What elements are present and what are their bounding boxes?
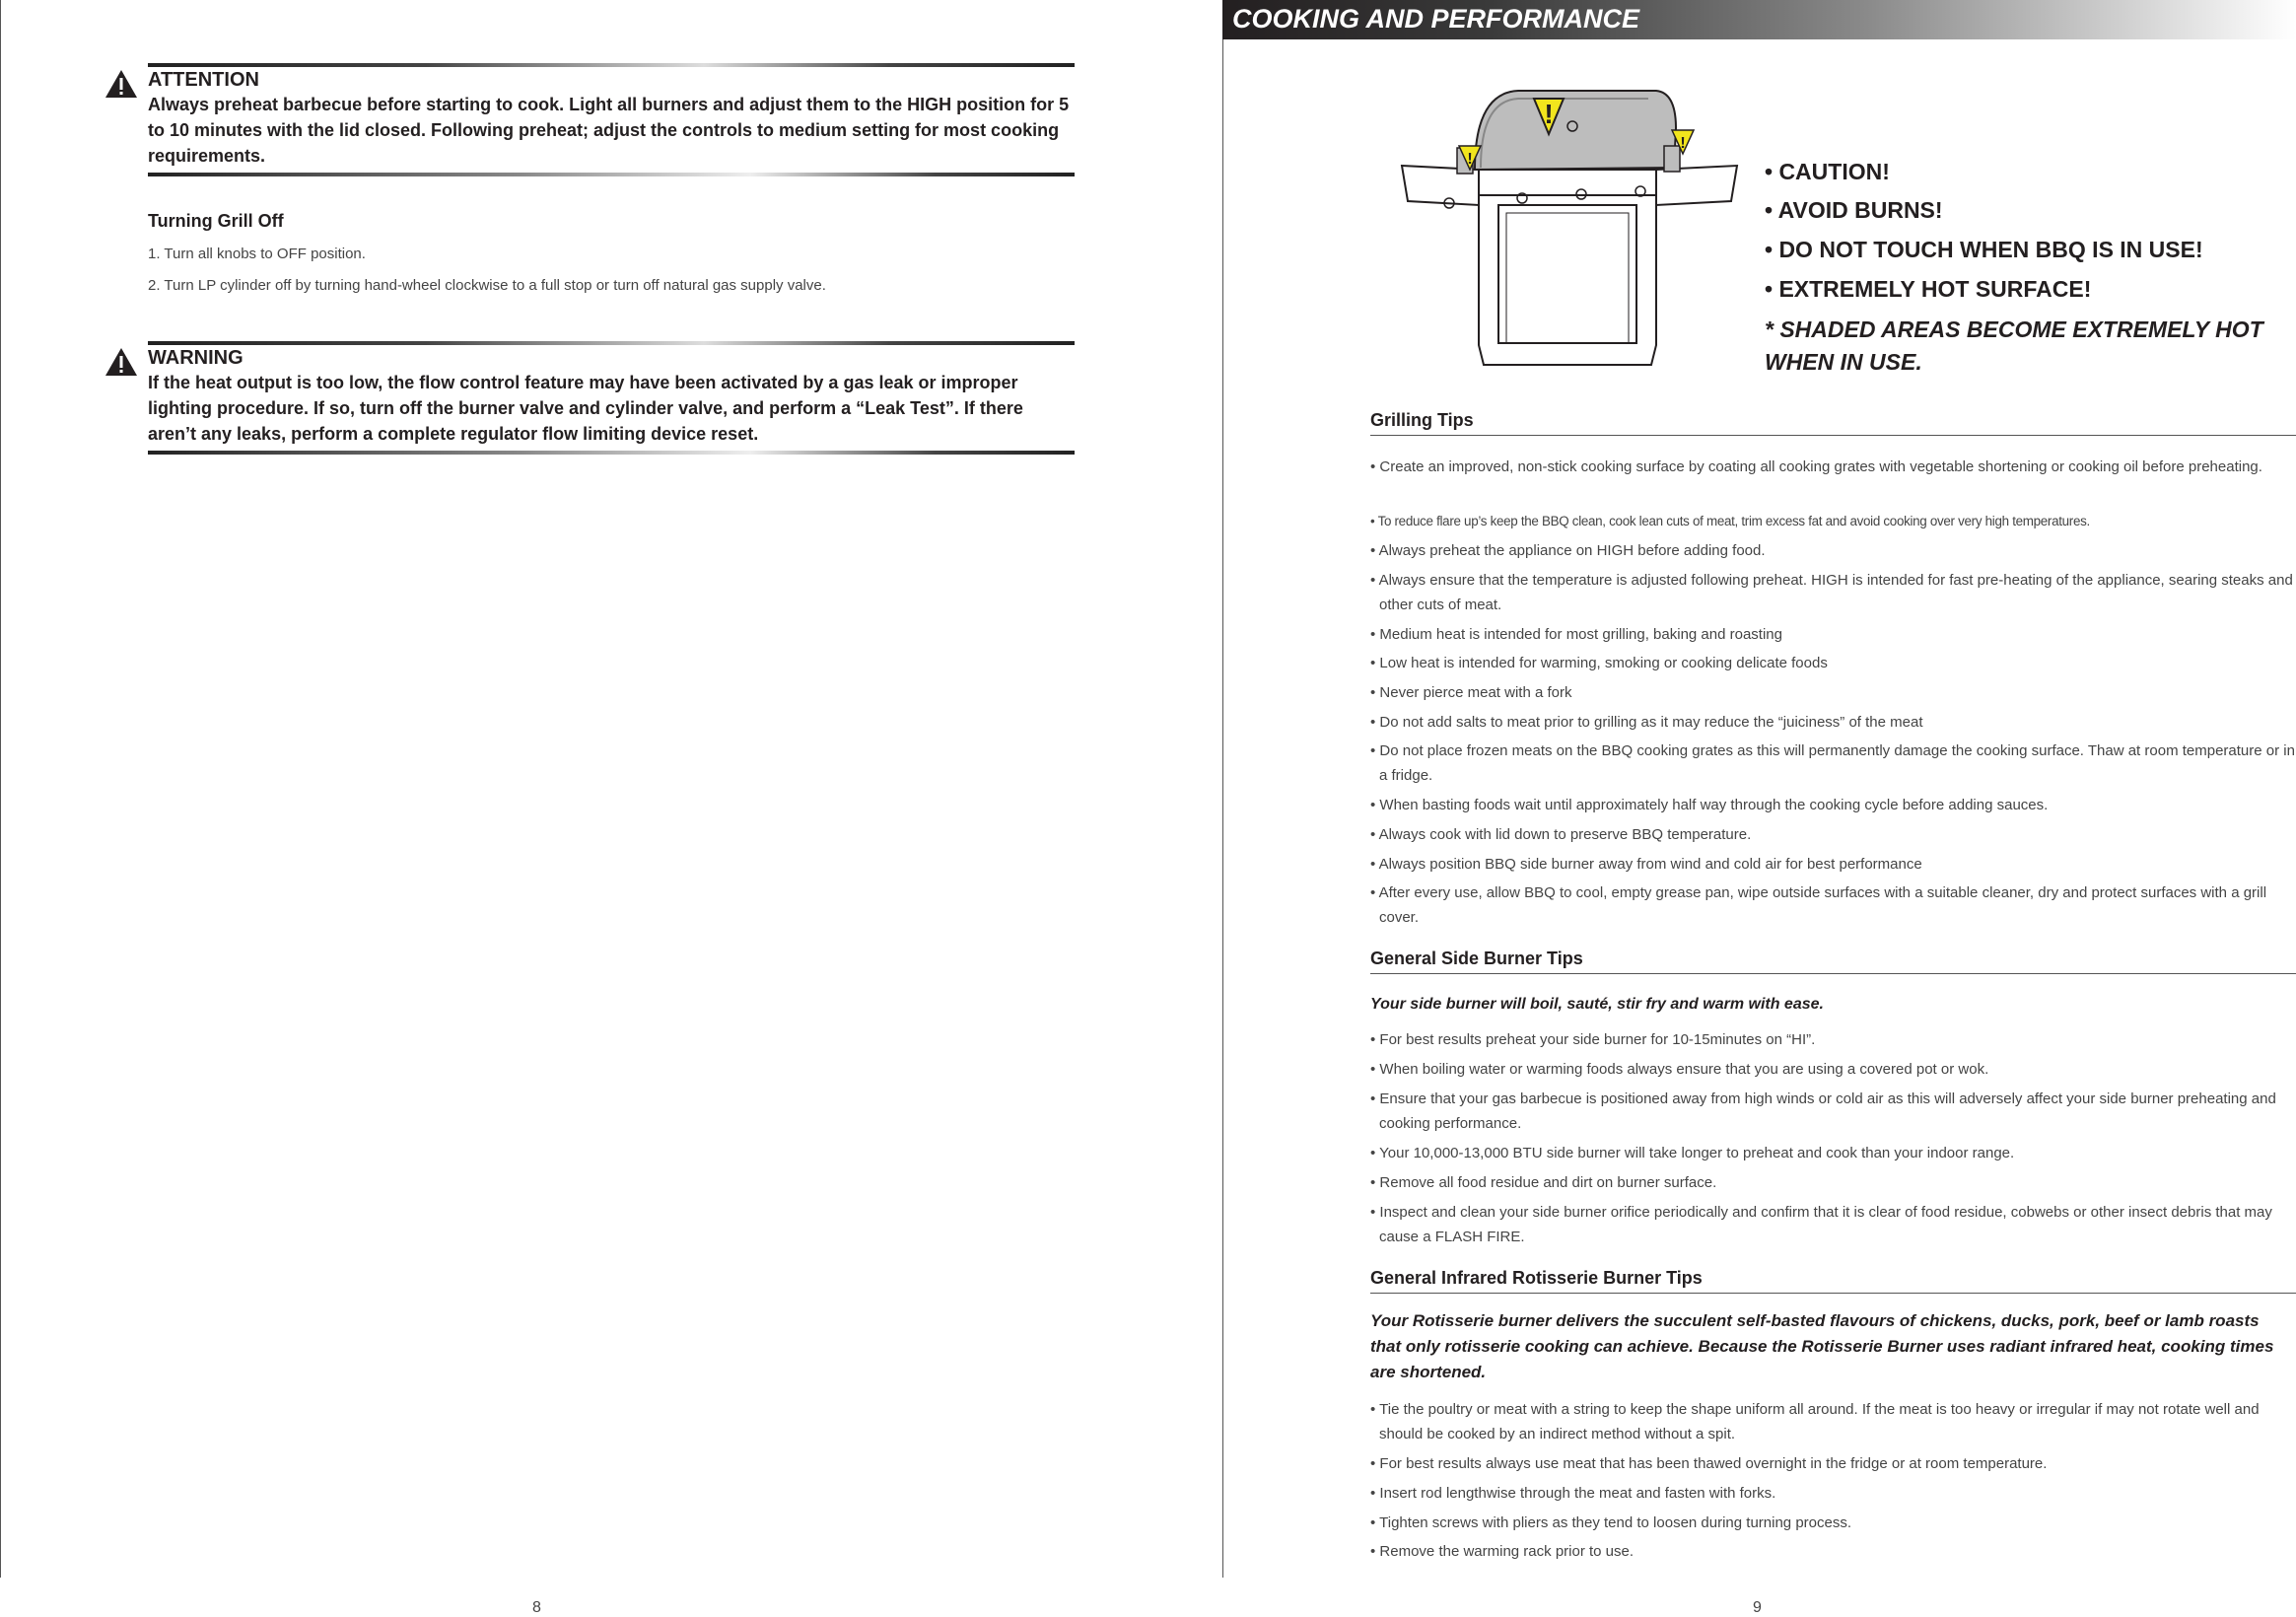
side-burner-tip: • For best results preheat your side burner for 10-15minutes on “HI”.: [1370, 1031, 1816, 1048]
side-burner-heading: General Side Burner Tips: [1370, 949, 2296, 974]
svg-text:!: !: [1467, 151, 1473, 168]
side-burner-tip: • When boiling water or warming foods always ensure that you are using a covered pot or wok.: [1370, 1061, 1989, 1078]
side-burner-tip: • Ensure that your gas barbecue is positioned away from high winds or cold air as this will adversely affect your side burner preheating and cooking performance.: [1370, 1090, 2276, 1132]
turning-off-step-1: 1. Turn all knobs to OFF position.: [148, 246, 366, 262]
turning-off-step-2: 2. Turn LP cylinder off by turning hand-wheel clockwise to a full stop or turn off natural gas supply valve.: [148, 277, 826, 294]
warning-rule-bottom: [148, 451, 1075, 455]
section-title: COOKING AND PERFORMANCE: [1232, 4, 1640, 34]
grilling-tip: • When basting foods wait until approximately half way through the cooking cycle before adding sauces.: [1370, 797, 2049, 813]
warning-triangle-icon: [104, 347, 138, 377]
svg-text:!: !: [1544, 99, 1554, 129]
warning-rule-top: [148, 341, 1075, 345]
grilling-tip: • Never pierce meat with a fork: [1370, 684, 1572, 701]
rotisserie-tip: • Insert rod lengthwise through the meat and fasten with forks.: [1370, 1485, 1776, 1502]
caution-item-3: • DO NOT TOUCH WHEN BBQ IS IN USE!: [1765, 237, 2203, 262]
caution-item-1: • CAUTION!: [1765, 159, 1890, 184]
grilling-tip: • Always cook with lid down to preserve BBQ temperature.: [1370, 826, 1752, 843]
warning-triangle-icon: [104, 69, 138, 99]
caution-note: * SHADED AREAS BECOME EXTREMELY HOT WHEN IN USE.: [1765, 316, 2263, 375]
warning-body: If the heat output is too low, the flow control feature may have been activated by a gas leak or improper lighting procedure. If so, turn off the burner valve and cylinder valve, and perform a “Leak Test”. If there aren’t any leaks, perform a complete regulator flow limiting device reset.: [148, 373, 1023, 444]
attention-rule-top: [148, 63, 1075, 67]
rotisserie-intro: Your Rotisserie burner delivers the succulent self-basted flavours of chickens, ducks, pork, beef or lamb roasts that only rotisserie cooking can achieve. Because the Rotisserie Burner uses radiant infrared heat, cooking times are shortened.: [1370, 1311, 2274, 1381]
side-burner-tip: • Your 10,000-13,000 BTU side burner will take longer to preheat and cook than your indoor range.: [1370, 1145, 2015, 1161]
grilling-tip: • Create an improved, non-stick cooking surface by coating all cooking grates with vegetable shortening or cooking oil before preheating.: [1370, 458, 2262, 475]
rotisserie-heading: General Infrared Rotisserie Burner Tips: [1370, 1268, 2296, 1294]
grilling-tip: • Always ensure that the temperature is adjusted following preheat. HIGH is intended for fast pre-heating of the appliance, searing steaks and other cuts of meat.: [1370, 572, 2293, 613]
side-burner-tip: • Remove all food residue and dirt on burner surface.: [1370, 1174, 1717, 1191]
warning-title: WARNING: [148, 347, 244, 369]
rotisserie-tip: • Tighten screws with pliers as they tend to loosen during turning process.: [1370, 1514, 1852, 1531]
side-burner-tip: • Inspect and clean your side burner orifice periodically and confirm that it is clear of food residue, cobwebs or other insect debris that may cause a FLASH FIRE.: [1370, 1204, 2272, 1245]
svg-text:!: !: [1680, 135, 1686, 152]
grilling-tips-heading: Grilling Tips: [1370, 410, 2296, 436]
rotisserie-tip: • Remove the warming rack prior to use.: [1370, 1543, 1635, 1560]
attention-block: [148, 63, 1075, 176]
grilling-tip: • After every use, allow BBQ to cool, empty grease pan, wipe outside surfaces with a suitable cleaner, dry and protect surfaces with a grill cover.: [1370, 884, 2267, 926]
warning-block: [148, 341, 1075, 455]
turning-off-heading: Turning Grill Off: [148, 211, 284, 231]
attention-title: ATTENTION: [148, 69, 259, 91]
section-banner: [1222, 0, 2296, 39]
page-number-right: 9: [1753, 1599, 1762, 1616]
grilling-tip: • Do not place frozen meats on the BBQ cooking grates as this will permanently damage the cooking surface. Thaw at room temperature or in a fridge.: [1370, 742, 2295, 784]
rotisserie-tip: • Tie the poultry or meat with a string to keep the shape uniform all around. If the meat is too heavy or irregular if may not rotate well and should be cooked by an indirect method without a spit.: [1370, 1401, 2260, 1442]
rotisserie-tip: • For best results always use meat that has been thawed overnight in the fridge or at room temperature.: [1370, 1455, 2048, 1472]
grilling-tip: • Medium heat is intended for most grilling, baking and roasting: [1370, 626, 1782, 643]
page-number-left: 8: [532, 1599, 541, 1616]
attention-body: Always preheat barbecue before starting to cook. Light all burners and adjust them to the HIGH position for 5 to 10 minutes with the lid closed. Following preheat; adjust the controls to medium setting for most cooking requirements.: [148, 95, 1070, 166]
grilling-tip: • Always position BBQ side burner away from wind and cold air for best performance: [1370, 856, 1922, 873]
attention-rule-bottom: [148, 173, 1075, 176]
grilling-tip: • Always preheat the appliance on HIGH before adding food.: [1370, 542, 1766, 559]
caution-item-4: • EXTREMELY HOT SURFACE!: [1765, 276, 2092, 302]
grill-illustration: [1390, 79, 1745, 375]
grilling-tip: • Low heat is intended for warming, smoking or cooking delicate foods: [1370, 655, 1828, 671]
grilling-tip: • Do not add salts to meat prior to grilling as it may reduce the “juiciness” of the meat: [1370, 714, 1923, 731]
caution-item-2: • AVOID BURNS!: [1765, 197, 1943, 223]
side-burner-intro: Your side burner will boil, sauté, stir fry and warm with ease.: [1370, 996, 1824, 1013]
grilling-tip: • To reduce flare up’s keep the BBQ clean, cook lean cuts of meat, trim excess fat and avoid cooking over very high temperatures.: [1370, 514, 2090, 528]
